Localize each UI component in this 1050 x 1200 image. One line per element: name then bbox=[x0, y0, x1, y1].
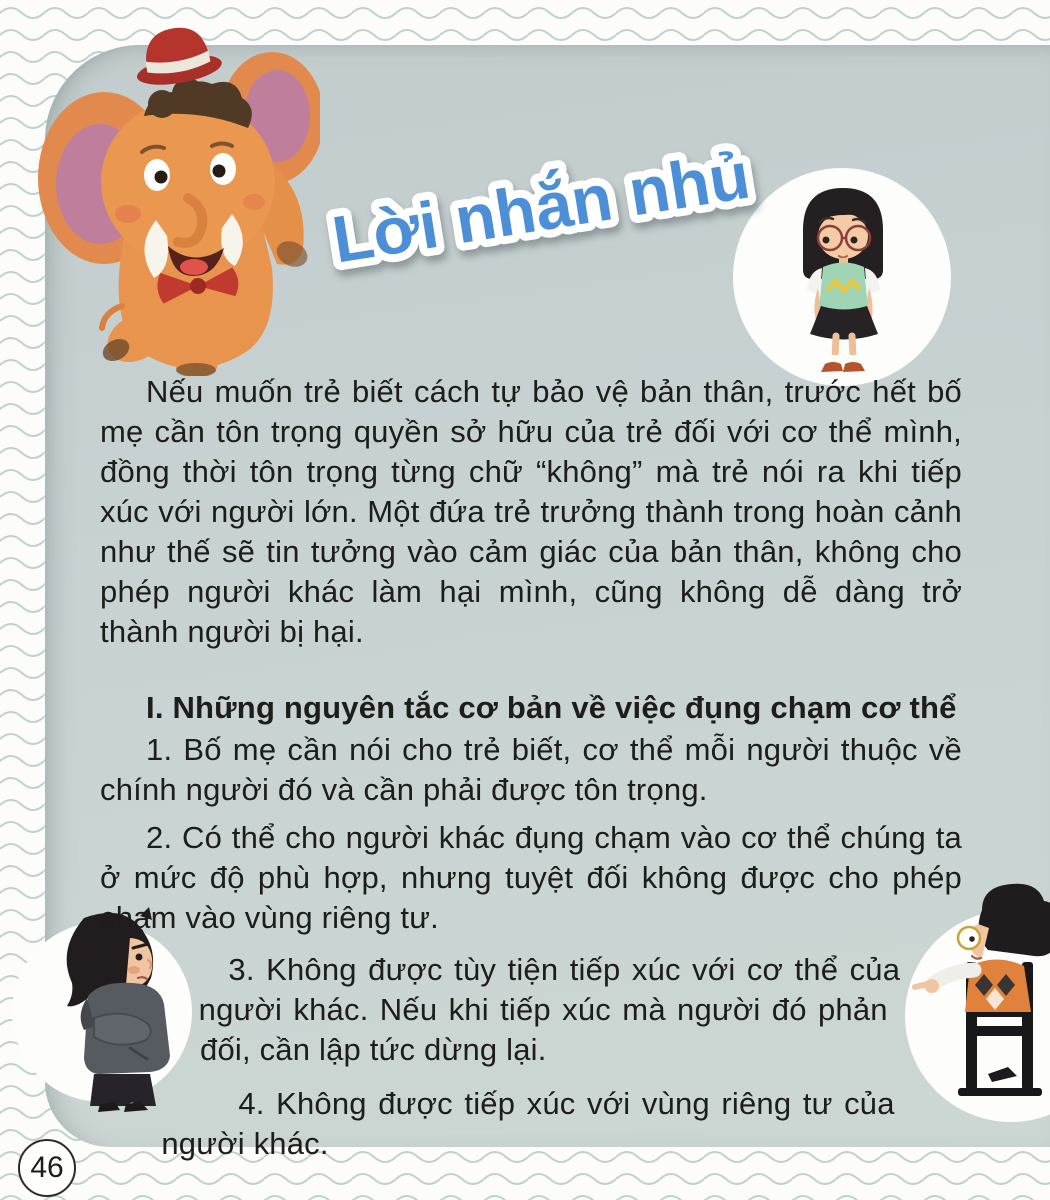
rule-item-3: 3. Không được tùy tiện tiếp xúc với cơ thể của người khác. Nếu khi tiếp xúc mà người đó phản đối, cần lập tức dừng lại. bbox=[198, 952, 901, 1067]
page-number-badge bbox=[18, 1139, 76, 1197]
rule-item-2: 2. Có thể cho người khác đụng chạm vào cơ thể chúng ta ở mức độ phù hợp, nhưng tuyệt đối không được cho phép chạm vào vùng riêng tư. bbox=[100, 820, 962, 935]
page-number: 46 bbox=[30, 1151, 64, 1184]
intro-paragraph: Nếu muốn trẻ biết cách tự bảo vệ bản thân, trước hết bố mẹ cần tôn trọng quyền sở hữu của trẻ đối với cơ thể mình, đồng thời tôn trọng từng chữ “không” mà trẻ nói ra khi tiếp xúc với người lớn. Một đứa trẻ trưởng thành trong hoàn cảnh như thế sẽ tin tưởng vào cảm giác của bản thân, không cho phép người khác làm hại mình, cũng không dễ dàng trở thành người bị hại. bbox=[100, 374, 962, 649]
page-body-text bbox=[100, 372, 962, 1184]
page-title bbox=[292, 118, 792, 293]
elephant-mascot-illustration bbox=[26, 6, 320, 376]
page-title-text: Lời nhắn nhủ bbox=[327, 137, 755, 277]
section-heading: I. Những nguyên tắc cơ bản về việc đụng chạm cơ thể bbox=[146, 690, 957, 725]
rule-item-1: 1. Bố mẹ cần nói cho trẻ biết, cơ thể mỗi người thuộc về chính người đó và cần phải được tôn trọng. bbox=[100, 732, 962, 807]
rule-item-4: 4. Không được tiếp xúc với vùng riêng tư của người khác. bbox=[161, 1086, 895, 1161]
